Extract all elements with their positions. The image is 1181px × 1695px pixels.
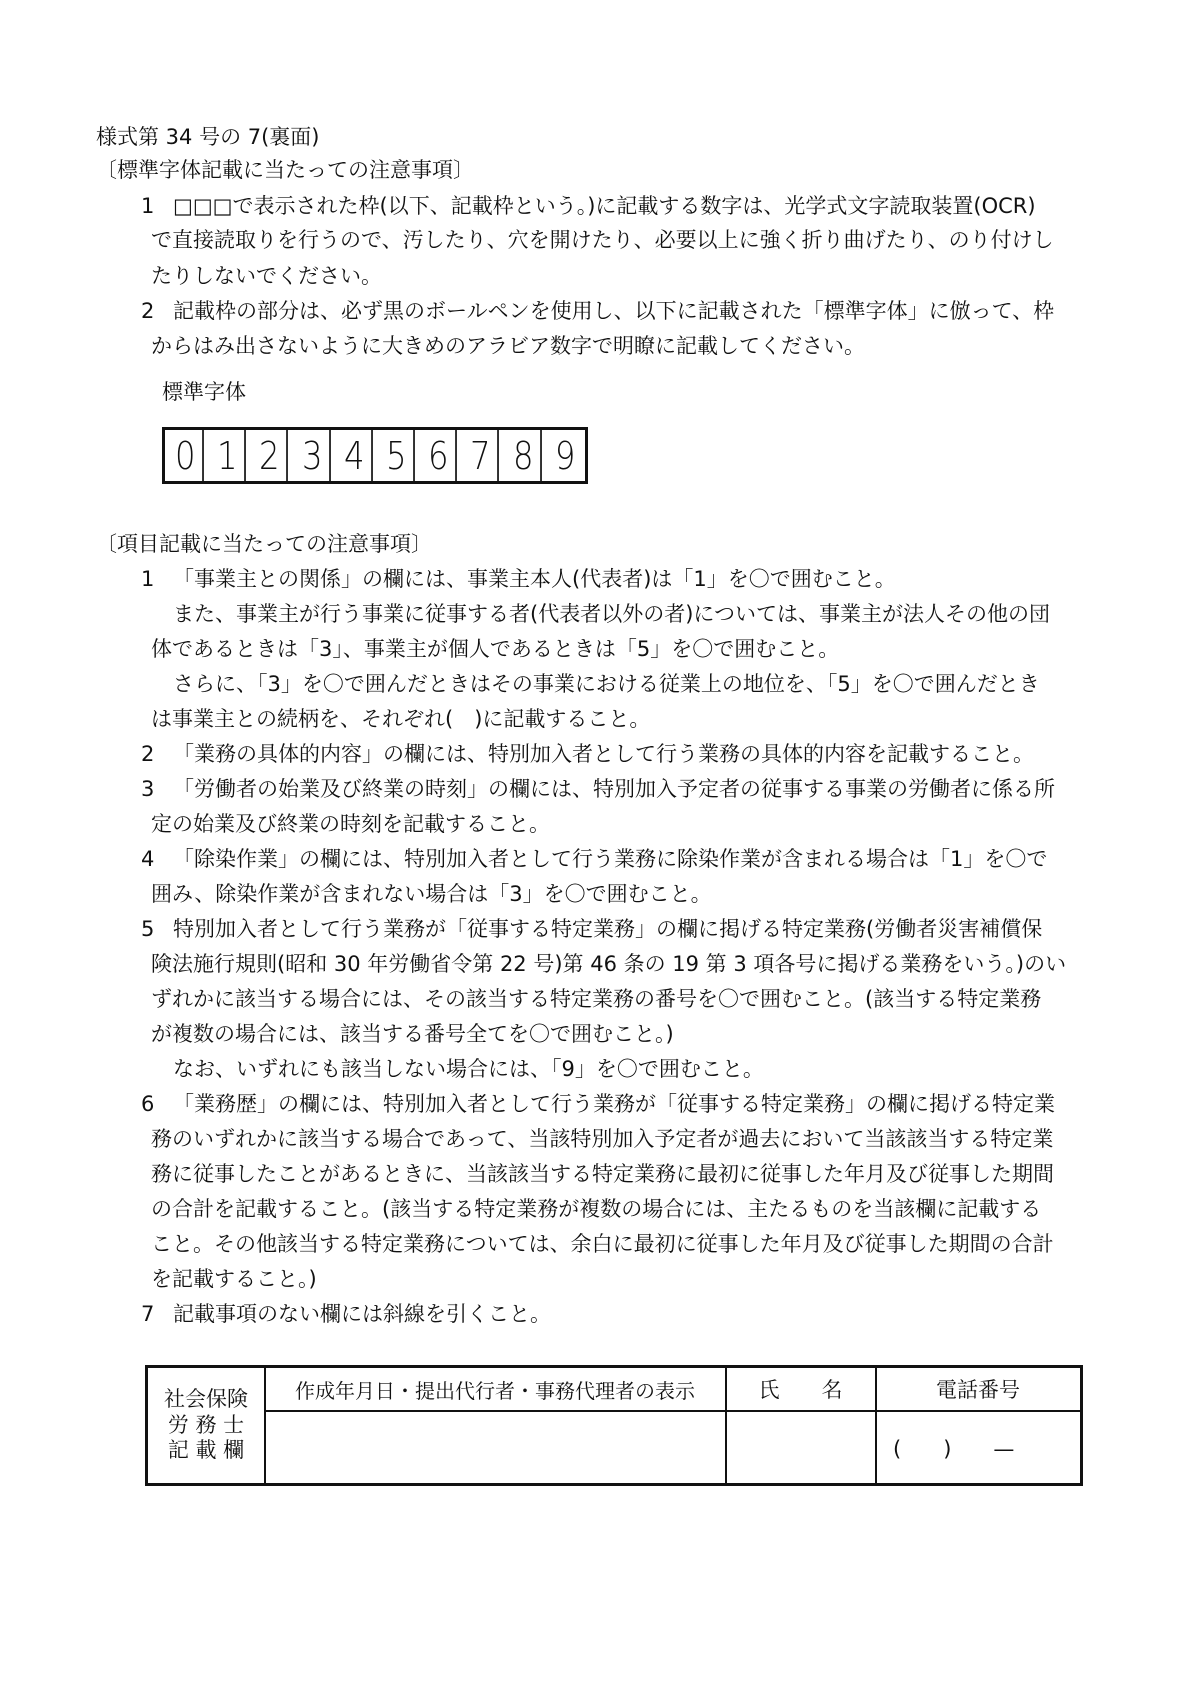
creation-display-field[interactable] [265,1412,725,1483]
section2-item-4-line-1: 「除染作業」の欄には、特別加入者として行う業務に除染作業が含まれる場合は「1」を〇で [173,847,1048,871]
section2-item-5-line-5: なお、いずれにも該当しない場合には、「9」を〇で囲むこと。 [173,1057,764,1081]
section2-item-6-line-6: を記載すること。) [151,1267,317,1291]
phone-header: 電話番号 [936,1378,1020,1402]
section2-item-6-line-3: 務に従事したことがあるときに、当該該当する特定業務に最初に従事した年月及び従事した期間 [151,1162,1054,1186]
digit-8: 8 [506,430,542,481]
section1-title: 〔標準字体記載に当たっての注意事項〕 [96,158,474,182]
sharoushi-label-line-2: 労 務 士 [167,1412,245,1437]
section2-item-6-line-4: の合計を記載すること。(該当する特定業務が複数の場合には、主たるものを当該欄に記載する [151,1197,1042,1221]
section2-item-3-line-2: 定の始業及び終業の時刻を記載すること。 [151,812,550,836]
digit-4: 4 [337,430,373,481]
section2-item-6-line-1: 「業務歴」の欄には、特別加入者として行う業務が「従事する特定業務」の欄に掲げる特定業 [173,1092,1055,1116]
digit-0: 0 [168,430,204,481]
section1-item-2-number: 2 [141,299,155,323]
section2-item-7-line-1: 記載事項のない欄には斜線を引くこと。 [173,1302,551,1326]
section2-item-5-line-1: 特別加入者として行う業務が「従事する特定業務」の欄に掲げる特定業務(労働者災害補償保 [173,917,1043,941]
digit-1: 1 [210,430,246,481]
section2-item-4-number: 4 [141,847,155,871]
standard-digit-sample [162,427,588,484]
section2-item-1-line-3: 体であるときは「3」、事業主が個人であるときは「5」を〇で囲むこと。 [151,637,840,661]
section2-item-3-line-1: 「労働者の始業及び終業の時刻」の欄には、特別加入予定者の従事する事業の労働者に係る所 [173,777,1055,801]
section2-item-1-line-4: さらに、「3」を〇で囲んだときはその事業における従業上の地位を、「5」を〇で囲んだとき [173,672,1040,696]
section2-item-2-line-1: 「業務の具体的内容」の欄には、特別加入者として行う業務の具体的内容を記載すること。 [173,742,1034,766]
section2-item-5-line-3: ずれかに該当する場合には、その該当する特定業務の番号を〇で囲むこと。(該当する特定業務 [151,987,1042,1011]
digit-3: 3 [295,430,331,481]
section1-item-2-line-1: 記載枠の部分は、必ず黒のボールペンを使用し、以下に記載された「標準字体」に倣って、枠 [173,299,1055,323]
digit-6: 6 [421,430,457,481]
digit-9: 9 [554,433,576,478]
section1-item-1-number: 1 [141,194,155,218]
section2-item-7-number: 7 [141,1302,155,1326]
section1-item-1-line-2: で直接読取りを行うので、汚したり、穴を開けたり、必要以上に強く折り曲げたり、のり付けし [151,228,1054,252]
section2-item-2-number: 2 [141,742,155,766]
section2-item-1-line-2: また、事業主が行う事業に従事する者(代表者以外の者)については、事業主が法人その他の団 [173,602,1050,626]
digit-7: 7 [464,430,500,481]
section2-item-1-number: 1 [141,567,155,591]
section2-item-5-line-2: 険法施行規則(昭和 30 年労働省令第 22 号)第 46 条の 19 第 3 項各号に掲げる業務をいう。)のい [151,952,1067,976]
section1-item-1-line-3: たりしないでください。 [151,264,382,288]
section2-item-1-line-5: は事業主との続柄を、それぞれ( )に記載すること。 [151,707,651,731]
section2-item-6-line-5: こと。その他該当する特定業務については、余白に最初に従事した年月及び従事した期間の合計 [151,1232,1054,1256]
section2-title: 〔項目記載に当たっての注意事項〕 [96,532,432,556]
section2-item-3-number: 3 [141,777,155,801]
section1-item-1-line-1: □□□で表示された枠(以下、記載枠という。)に記載する数字は、光学式文字読取装置(OCR) [173,194,1036,218]
section2-item-1-line-1: 「事業主との関係」の欄には、事業主本人(代表者)は「1」を〇で囲むこと。 [173,567,896,591]
sharoushi-row-label [148,1368,264,1483]
creation-display-header: 作成年月日・提出代行者・事務代理者の表示 [295,1378,695,1403]
phone-field[interactable]: ( ) — [893,1436,1015,1461]
name-header: 氏 名 [758,1378,843,1402]
standard-font-label: 標準字体 [162,380,246,404]
section2-item-5-line-4: が複数の場合には、該当する番号全てを〇で囲むこと。) [151,1022,674,1046]
section2-item-6-line-2: 務のいずれかに該当する場合であって、当該特別加入予定者が過去において当該該当する特定業 [151,1127,1054,1151]
form-number: 様式第 34 号の 7(裏面) [96,125,320,149]
sharoushi-label-line-1: 社会保険 [164,1387,248,1412]
section1-item-2-line-2: からはみ出さないように大きめのアラビア数字で明瞭に記載してください。 [151,334,865,358]
name-field[interactable] [726,1412,875,1483]
sharoushi-label-line-3: 記 載 欄 [167,1438,245,1463]
section2-item-5-number: 5 [141,917,155,941]
digit-2: 2 [253,430,289,481]
digit-5: 5 [379,430,415,481]
sharoushi-entry-table [145,1365,1083,1486]
section2-item-4-line-2: 囲み、除染作業が含まれない場合は「3」を〇で囲むこと。 [151,882,712,906]
section2-item-6-number: 6 [141,1092,155,1116]
